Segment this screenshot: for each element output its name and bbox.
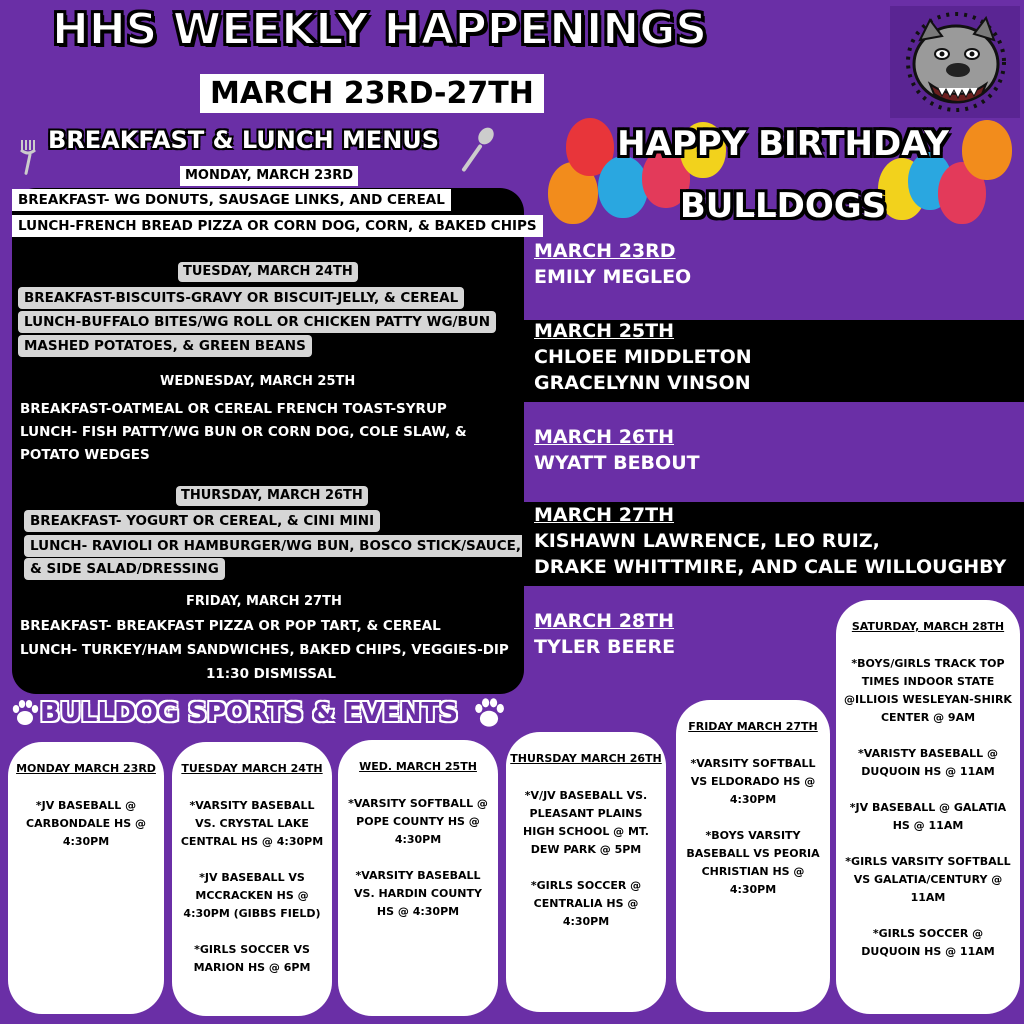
birthday-name: WYATT BEBOUT <box>534 452 700 474</box>
menu-friday-breakfast: BREAKFAST- BREAKFAST PIZZA OR POP TART, & CEREAL <box>20 618 441 634</box>
birthday-group <box>522 320 1024 402</box>
sports-day-card <box>836 600 1020 1014</box>
sports-day-heading: SATURDAY, MARCH 28TH <box>851 620 1005 633</box>
sports-day-heading: TUESDAY MARCH 24TH <box>181 762 323 775</box>
paw-print-icon <box>472 696 506 734</box>
birthday-group <box>522 402 1024 502</box>
birthday-group <box>522 502 1024 586</box>
menu-friday-heading: FRIDAY, MARCH 27TH <box>186 594 342 609</box>
sports-day-card <box>506 732 666 1012</box>
sports-day-heading: FRIDAY MARCH 27TH <box>688 720 818 733</box>
sports-event: *V/JV BASEBALL VS. PLEASANT PLAINS HIGH SCHOOL @ MT. DEW PARK @ 5PM <box>523 789 649 856</box>
birthday-name: KISHAWN LAWRENCE, LEO RUIZ, <box>534 530 880 552</box>
sports-event: *GIRLS VARSITY SOFTBALL VS GALATIA/CENTURY @ 11AM <box>845 855 1011 904</box>
birthday-date: MARCH 27TH <box>534 504 675 526</box>
menu-thursday-heading: THURSDAY, MARCH 26TH <box>176 486 368 506</box>
birthday-title-line2: BULLDOGS <box>679 186 887 226</box>
date-range-subtitle: MARCH 23RD-27TH <box>200 74 544 113</box>
menu-friday-note: 11:30 DISMISSAL <box>206 666 336 682</box>
menus-title: BREAKFAST & LUNCH MENUS <box>48 126 440 154</box>
menu-tuesday-heading: TUESDAY, MARCH 24TH <box>178 262 358 282</box>
sports-event: *VARSITY BASEBALL VS. CRYSTAL LAKE CENTRAL HS @ 4:30PM <box>180 799 324 848</box>
menu-thursday-breakfast: BREAKFAST- YOGURT OR CEREAL, & CINI MINI <box>24 510 380 532</box>
sports-day-heading: WED. MARCH 25TH <box>359 760 477 773</box>
sports-event: *BOYS/GIRLS TRACK TOP TIMES INDOOR STATE @ILLIOIS WESLEYAN-SHIRK CENTER @ 9AM <box>844 657 1012 724</box>
menu-thursday-lunch-2: & SIDE SALAD/DRESSING <box>24 558 225 580</box>
sports-event: *JV BASEBALL @ CARBONDALE HS @ 4:30PM <box>26 799 146 848</box>
sports-day-card <box>338 740 498 1016</box>
birthday-date: MARCH 23RD <box>534 240 676 262</box>
sports-title: BULLDOG SPORTS & EVENTS <box>40 698 458 728</box>
birthday-banner <box>548 118 1018 236</box>
birthday-name: GRACELYNN VINSON <box>534 372 751 394</box>
menu-monday-heading: MONDAY, MARCH 23RD <box>180 166 358 186</box>
sports-day-heading: THURSDAY MARCH 26TH <box>510 752 662 765</box>
sports-day-card <box>8 742 164 1014</box>
sports-day-card <box>676 700 830 1012</box>
birthday-name: CHLOEE MIDDLETON <box>534 346 752 368</box>
menu-monday-lunch: LUNCH-FRENCH BREAD PIZZA OR CORN DOG, CORN, & BAKED CHIPS <box>12 215 543 237</box>
menu-friday-lunch: LUNCH- TURKEY/HAM SANDWICHES, BAKED CHIPS, VEGGIES-DIP <box>20 642 509 658</box>
menu-wednesday-breakfast: BREAKFAST-OATMEAL OR CEREAL FRENCH TOAST-SYRUP <box>20 401 447 417</box>
sports-event: *VARSITY SOFTBALL @ POPE COUNTY HS @ 4:30PM <box>348 797 488 846</box>
birthday-date: MARCH 28TH <box>534 610 675 632</box>
sports-event: *JV BASEBALL @ GALATIA HS @ 11AM <box>849 801 1007 832</box>
birthday-group <box>522 236 1024 320</box>
menu-tuesday-breakfast: BREAKFAST-BISCUITS-GRAVY OR BISCUIT-JELLY, & CEREAL <box>18 287 464 309</box>
sports-event: *VARISTY BASEBALL @ DUQUOIN HS @ 11AM <box>858 747 998 778</box>
birthday-date: MARCH 26TH <box>534 426 675 448</box>
sports-event: *JV BASEBALL VS MCCRACKEN HS @ 4:30PM (GIBBS FIELD) <box>183 871 321 920</box>
sports-event: *BOYS VARSITY BASEBALL VS PEORIA CHRISTIAN HS @ 4:30PM <box>686 829 820 896</box>
menu-tuesday-lunch: LUNCH-BUFFALO BITES/WG ROLL OR CHICKEN PATTY WG/BUN <box>18 311 496 333</box>
birthday-title-line1: HAPPY BIRTHDAY <box>617 124 949 164</box>
birthday-date: MARCH 25TH <box>534 320 675 342</box>
birthday-name: DRAKE WHITTMIRE, AND CALE WILLOUGHBY <box>534 556 1007 578</box>
birthday-name: EMILY MEGLEO <box>534 266 692 288</box>
menu-wednesday-heading: WEDNESDAY, MARCH 25TH <box>160 374 356 389</box>
menu-wednesday-lunch-2: POTATO WEDGES <box>20 447 150 463</box>
fork-icon <box>16 138 42 182</box>
page-title: HHS WEEKLY HAPPENINGS <box>52 4 708 55</box>
sports-event: *VARSITY BASEBALL VS. HARDIN COUNTY HS @ 4:30PM <box>354 869 482 918</box>
sports-event: *GIRLS SOCCER VS MARION HS @ 6PM <box>193 943 311 974</box>
menu-wednesday-lunch: LUNCH- FISH PATTY/WG BUN OR CORN DOG, COLE SLAW, & <box>20 424 467 440</box>
paw-print-icon <box>10 698 40 732</box>
sports-event: *VARSITY SOFTBALL VS ELDORADO HS @ 4:30PM <box>690 757 816 806</box>
birthday-group <box>522 600 832 670</box>
menu-thursday-lunch: LUNCH- RAVIOLI OR HAMBURGER/WG BUN, BOSCO STICK/SAUCE, <box>24 535 527 557</box>
sports-day-card <box>172 742 332 1016</box>
sports-event: *GIRLS SOCCER @ DUQUOIN HS @ 11AM <box>861 927 995 958</box>
menu-tuesday-lunch-2: MASHED POTATOES, & GREEN BEANS <box>18 335 312 357</box>
bulldog-logo-icon <box>890 6 1020 118</box>
birthday-name: TYLER BEERE <box>534 636 676 658</box>
sports-day-heading: MONDAY MARCH 23RD <box>16 762 156 775</box>
spoon-icon <box>456 126 496 180</box>
sports-event: *GIRLS SOCCER @ CENTRALIA HS @ 4:30PM <box>530 879 642 928</box>
menu-monday-breakfast: BREAKFAST- WG DONUTS, SAUSAGE LINKS, AND CEREAL <box>12 189 451 211</box>
